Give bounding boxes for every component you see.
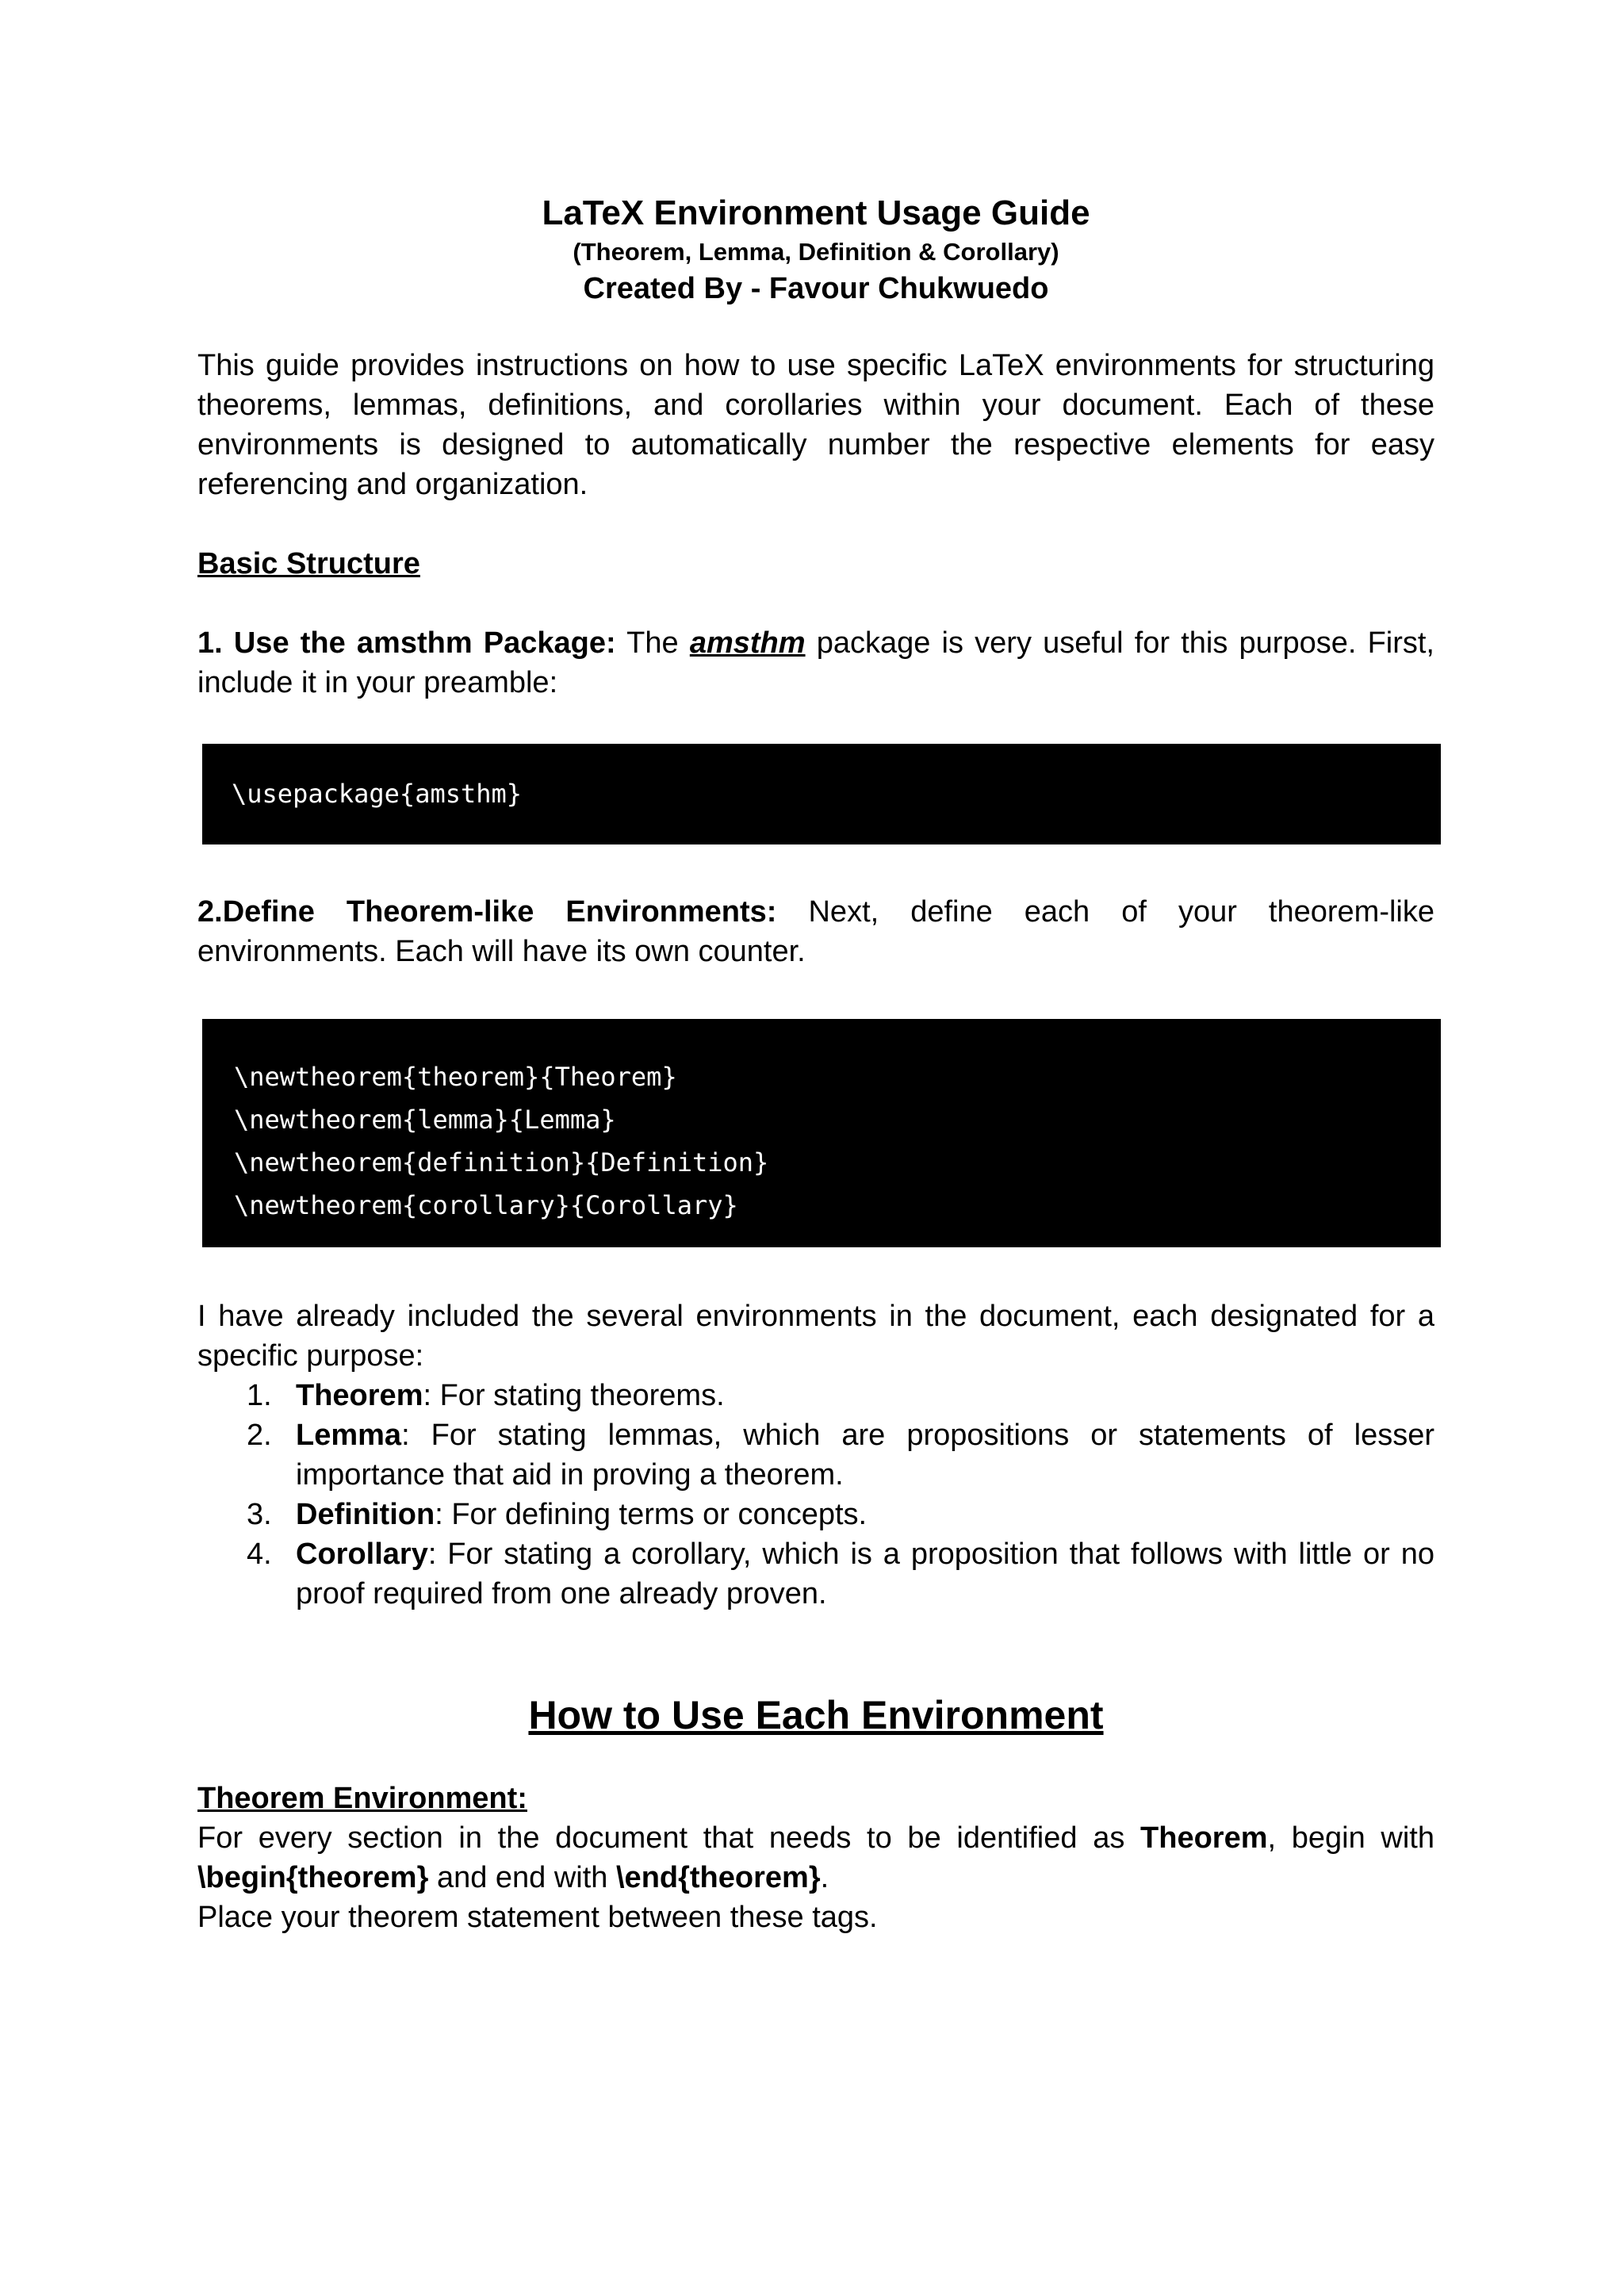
theorem-text-a: For every section in the document that needs to be identified as [197,1821,1141,1855]
list-text: : For stating theorems. [423,1379,725,1412]
list-item [197,1415,1434,1495]
list-number: 3. [247,1498,272,1531]
step1-label: 1. Use the amsthm Package: [197,626,616,660]
how-to-section-heading: How to Use Each Environment [528,1693,1104,1737]
begin-theorem-tag: \begin{theorem} [197,1861,429,1894]
step1-paragraph [197,623,1434,703]
environment-purpose-list [197,1376,1434,1614]
code-line: \newtheorem{lemma}{Lemma} [234,1105,616,1135]
list-item [197,1495,1434,1534]
end-theorem-tag: \end{theorem} [616,1861,821,1894]
code-line: \newtheorem{corollary}{Corollary} [234,1190,738,1220]
document-body [197,190,1434,1937]
author-byline: Created By - Favour Chukwuedo [583,272,1049,305]
code-block-usepackage [202,744,1441,844]
step1-text-a: The [615,626,690,660]
document-title: LaTeX Environment Usage Guide [542,193,1090,232]
theorem-text-c: , begin with [1267,1821,1434,1855]
environments-intro-paragraph: I have already included the several environments in the document, each designated for a specific purpose: [197,1300,1434,1373]
theorem-instructions-paragraph [197,1818,1434,1898]
list-text: : For defining terms or concepts. [435,1498,868,1531]
basic-structure-heading: Basic Structure [197,547,420,580]
code-line: \newtheorem{definition}{Definition} [234,1147,769,1178]
list-item [197,1534,1434,1614]
step2-text: Next, define each of your theorem-like environments. Each will have its own counter. [197,895,1434,968]
list-number: 1. [247,1379,272,1412]
list-text: : For stating lemmas, which are propositions or statements of lesser importance that aid in proving a theorem. [296,1419,1434,1492]
intro-paragraph: This guide provides instructions on how to use specific LaTeX environments for structuring theorems, lemmas, definitions, and corollaries within your document. Each of these environments is designed to automatically number the respective elements for easy referencing and organization. [197,349,1434,501]
list-number: 2. [247,1419,272,1452]
code-line: \usepackage{amsthm} [232,779,523,809]
list-text: : For stating a corollary, which is a proposition that follows with little or no proof required from one already proven. [296,1538,1434,1610]
code-line: \newtheorem{theorem}{Theorem} [234,1062,677,1092]
theorem-term: Theorem [1140,1821,1268,1855]
theorem-text-g: . [820,1861,829,1894]
list-term: Definition [296,1498,435,1531]
amsthm-package-name: amsthm [689,626,806,660]
list-item [197,1376,1434,1415]
step1-text-b: package is very useful for this purpose. First, include it in your preamble: [197,626,1434,699]
theorem-text-e: and end with [428,1861,616,1894]
step2-label: 2.Define Theorem-like Environments: [197,895,777,929]
step2-paragraph [197,892,1434,971]
list-term: Lemma [296,1419,402,1452]
list-number: 4. [247,1538,272,1571]
list-term: Theorem [296,1379,423,1412]
code-block-newtheorem [202,1019,1441,1247]
document-subtitle: (Theorem, Lemma, Definition & Corollary) [573,238,1059,266]
theorem-placement-paragraph: Place your theorem statement between these tags. [197,1901,878,1934]
list-term: Corollary [296,1538,428,1571]
theorem-environment-heading: Theorem Environment: [197,1782,527,1815]
